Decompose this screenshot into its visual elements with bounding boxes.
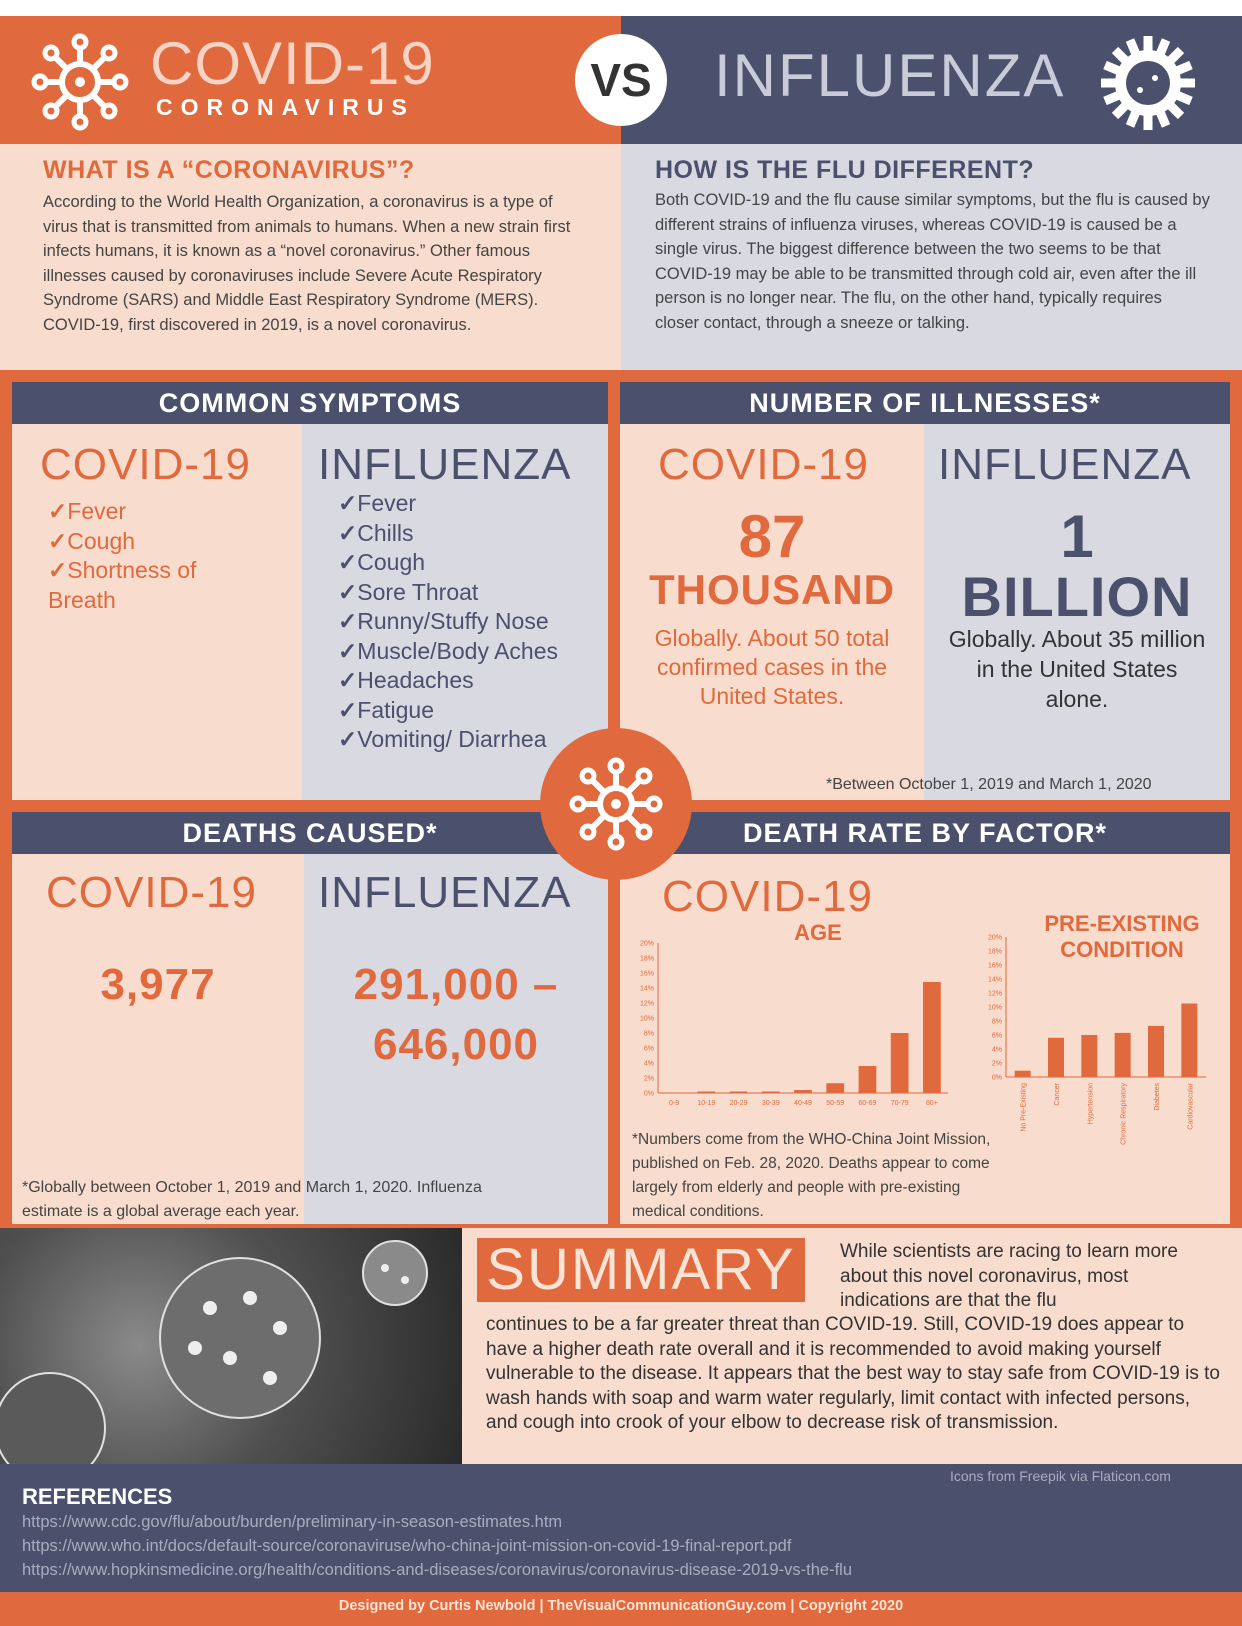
- death-rate-label: COVID-19: [662, 872, 873, 921]
- illness-covid-note: Globally. About 50 total confirmed cases in the United States.: [654, 625, 890, 709]
- bar: [1048, 1038, 1064, 1077]
- x-tick-label: Chronic Respiratory: [1120, 1083, 1128, 1145]
- x-tick-label: 10-19: [697, 1100, 716, 1107]
- bar: [859, 1066, 877, 1093]
- y-tick-label: 18%: [987, 948, 1002, 956]
- deaths-covid-value: 3,977: [100, 960, 216, 1009]
- summary-text-top: While scientists are racing to learn more about this novel coronavirus, most indications are that the flu: [840, 1241, 1178, 1311]
- y-tick-label: 6%: [991, 1032, 1002, 1040]
- x-tick-label: Diabetes: [1154, 1083, 1161, 1111]
- bar: [1115, 1033, 1131, 1077]
- y-tick-label: 8%: [643, 1030, 654, 1038]
- bar: [730, 1092, 748, 1094]
- symptoms-flu-label: INFLUENZA: [318, 440, 572, 489]
- covid-symptom-item: ✓ Cough: [48, 527, 238, 557]
- bar: [794, 1090, 812, 1093]
- illness-heading: NUMBER OF ILLNESSES*: [620, 382, 1230, 424]
- vs-badge: [575, 34, 667, 126]
- deaths-flu-label: INFLUENZA: [318, 868, 572, 917]
- influenza-virus-icon: [1093, 28, 1203, 138]
- y-tick-label: 16%: [639, 970, 654, 978]
- y-tick-label: 20%: [639, 940, 654, 948]
- deaths-flu-value-bottom: 646,000: [372, 1020, 540, 1069]
- bar: [891, 1033, 909, 1093]
- bar: [697, 1092, 715, 1094]
- summary-text-bottom: continues to be a far greater threat than COVID-19. Still, COVID-19 does appear to have a higher death rate overall and it is recommended to avoid making yourself vulnerable to the disease. It appears that the best way to stay safe from COVID-19 is to wash hands with soap and warm water regularly, limit contact with infected persons, and cough into crook of your elbow to decrease risk of transmission.: [486, 1314, 1220, 1433]
- y-tick-label: 0%: [991, 1074, 1002, 1082]
- illness-flu-note: Globally. About 35 million in the United States alone.: [948, 626, 1206, 712]
- y-tick-label: 8%: [991, 1018, 1002, 1026]
- y-tick-label: 6%: [643, 1045, 654, 1053]
- flu-title: INFLUENZA: [714, 42, 1066, 109]
- flu-symptom-list: [338, 489, 608, 755]
- illness-covid-label: COVID-19: [658, 440, 869, 489]
- x-tick-label: 20-29: [729, 1100, 748, 1107]
- y-tick-label: 4%: [643, 1060, 654, 1068]
- footer-credit: Designed by Curtis Newbold | TheVisualCommunicationGuy.com | Copyright 2020: [338, 1598, 904, 1614]
- chart-title: AGE: [794, 920, 842, 945]
- x-tick-label: 70-79: [890, 1100, 909, 1107]
- symptoms-covid-label: COVID-19: [40, 440, 251, 489]
- x-tick-label: Cancer: [1054, 1083, 1061, 1106]
- bar: [1081, 1035, 1097, 1077]
- flu-symptom-item: ✓ Cough: [338, 548, 608, 578]
- x-tick-label: No Pre-Existing: [1020, 1083, 1028, 1132]
- flu-symptom-item: ✓ Fever: [338, 489, 608, 519]
- y-tick-label: 4%: [991, 1046, 1002, 1054]
- illness-covid-unit: THOUSAND: [649, 566, 895, 613]
- x-tick-label: 60-69: [858, 1100, 877, 1107]
- bar: [665, 1093, 683, 1094]
- covid-symptom-item: ✓ Shortness of Breath: [48, 556, 238, 615]
- deaths-flu-value-top: 291,000 –: [353, 960, 559, 1009]
- reference-link[interactable]: https://www.hopkinsmedicine.org/health/conditions-and-diseases/coronavirus/coronavirus-disease-2019-vs-the-flu: [22, 1561, 853, 1579]
- x-tick-label: Cardiovascular: [1187, 1083, 1195, 1130]
- y-tick-label: 2%: [991, 1060, 1002, 1068]
- y-tick-label: 2%: [643, 1075, 654, 1083]
- reference-link[interactable]: https://www.who.int/docs/default-source/coronaviruse/who-china-joint-mission-on-covid-19-final-report.pdf: [22, 1537, 792, 1555]
- y-tick-label: 14%: [639, 985, 654, 993]
- chart-title: PRE-EXISTING: [1044, 911, 1200, 936]
- illness-flu-number: 1: [1060, 503, 1094, 570]
- y-tick-label: 12%: [987, 990, 1002, 998]
- y-tick-label: 16%: [987, 962, 1002, 970]
- illness-flu-unit: BILLION: [961, 565, 1193, 628]
- flu-symptom-item: ✓ Headaches: [338, 666, 608, 696]
- icon-credit: Icons from Freepik via Flaticon.com: [950, 1468, 1171, 1484]
- deaths-heading: DEATHS CAUSED*: [12, 812, 608, 854]
- summary-virus-image: [0, 1228, 462, 1464]
- age-death-rate-chart: [628, 915, 958, 1115]
- y-tick-label: 18%: [639, 955, 654, 963]
- flu-symptom-item: ✓ Runny/Stuffy Nose: [338, 607, 608, 637]
- intro-covid-heading: WHAT IS A “CORONAVIRUS”?: [43, 156, 415, 184]
- death-rate-footnote: *Numbers come from the WHO-China Joint Mission, published on Feb. 28, 2020. Deaths appear to come largely from elderly and people with pre-existing medical conditions.: [632, 1131, 991, 1220]
- chart-title: CONDITION: [1060, 937, 1184, 962]
- deaths-covid-label: COVID-19: [46, 868, 257, 917]
- covid-symptom-list: [48, 497, 238, 615]
- intro-flu-heading: HOW IS THE FLU DIFFERENT?: [655, 156, 1035, 184]
- flu-symptom-item: ✓ Muscle/Body Aches: [338, 637, 608, 667]
- y-tick-label: 10%: [987, 1004, 1002, 1012]
- vs-label: VS: [590, 54, 652, 106]
- y-tick-label: 10%: [639, 1015, 654, 1023]
- flu-symptom-item: ✓ Chills: [338, 519, 608, 549]
- illness-flu-label: INFLUENZA: [938, 440, 1192, 489]
- x-tick-label: 30-39: [761, 1100, 780, 1107]
- bar: [826, 1083, 844, 1093]
- y-tick-label: 20%: [987, 934, 1002, 942]
- y-tick-label: 12%: [639, 1000, 654, 1008]
- condition-death-rate-chart: [984, 905, 1214, 1215]
- death-rate-heading: DEATH RATE BY FACTOR*: [620, 812, 1230, 854]
- flu-symptom-item: ✓ Sore Throat: [338, 578, 608, 608]
- reference-link[interactable]: https://www.cdc.gov/flu/about/burden/preliminary-in-season-estimates.htm: [22, 1513, 563, 1531]
- illness-covid-number: 87: [738, 503, 806, 570]
- bar: [1015, 1071, 1031, 1077]
- x-tick-label: 0-9: [669, 1100, 680, 1107]
- covid-subtitle: CORONAVIRUS: [156, 94, 415, 120]
- summary-heading: SUMMARY: [486, 1237, 796, 1302]
- y-tick-label: 0%: [643, 1090, 654, 1098]
- virus-icon: [566, 754, 666, 854]
- x-tick-label: 40-49: [794, 1100, 812, 1107]
- symptoms-heading: COMMON SYMPTOMS: [12, 382, 608, 424]
- intro-flu-text: Both COVID-19 and the flu cause similar symptoms, but the flu is caused by different strains of influenza viruses, whereas COVID-19 is caused be a single virus. The biggest difference between the two seems to be that COVID-19 may be able to be transmitted through cold air, even after the ill person is no longer near. The flu, on the other hand, typically requires closer contact, through a sneeze or talking.: [655, 191, 1210, 332]
- flu-symptom-item: ✓ Fatigue: [338, 696, 608, 726]
- flu-symptom-item: ✓ Vomiting/ Diarrhea: [338, 725, 608, 755]
- coronavirus-photo-icon: [0, 1228, 462, 1464]
- bar: [1181, 1004, 1197, 1078]
- covid-symptom-item: ✓ Fever: [48, 497, 238, 527]
- illness-footnote: *Between October 1, 2019 and March 1, 2020: [826, 776, 1152, 793]
- x-tick-label: Hypertension: [1087, 1083, 1095, 1125]
- x-tick-label: 50-59: [826, 1100, 845, 1107]
- bar: [923, 982, 941, 1093]
- y-tick-label: 14%: [987, 976, 1002, 984]
- bar: [762, 1092, 780, 1094]
- bar: [1148, 1026, 1164, 1077]
- virus-icon: [30, 32, 130, 132]
- x-tick-label: 80+: [925, 1100, 938, 1107]
- covid-title: COVID-19: [150, 30, 435, 97]
- references-heading: REFERENCES: [22, 1484, 173, 1509]
- deaths-footnote: *Globally between October 1, 2019 and March 1, 2020. Influenza estimate is a global average each year.: [22, 1179, 482, 1220]
- intro-covid-text: According to the World Health Organization, a coronavirus is a type of virus that is transmitted from animals to humans. When a new strain first infects humans, it is known as a “novel coronavirus.” Other famous illnesses caused by coronaviruses include Severe Acute Respiratory Syndrome (SARS) and Middle East Respiratory Syndrome (MERS). COVID-19, first discovered in 2019, is a novel coronavirus.: [43, 193, 571, 334]
